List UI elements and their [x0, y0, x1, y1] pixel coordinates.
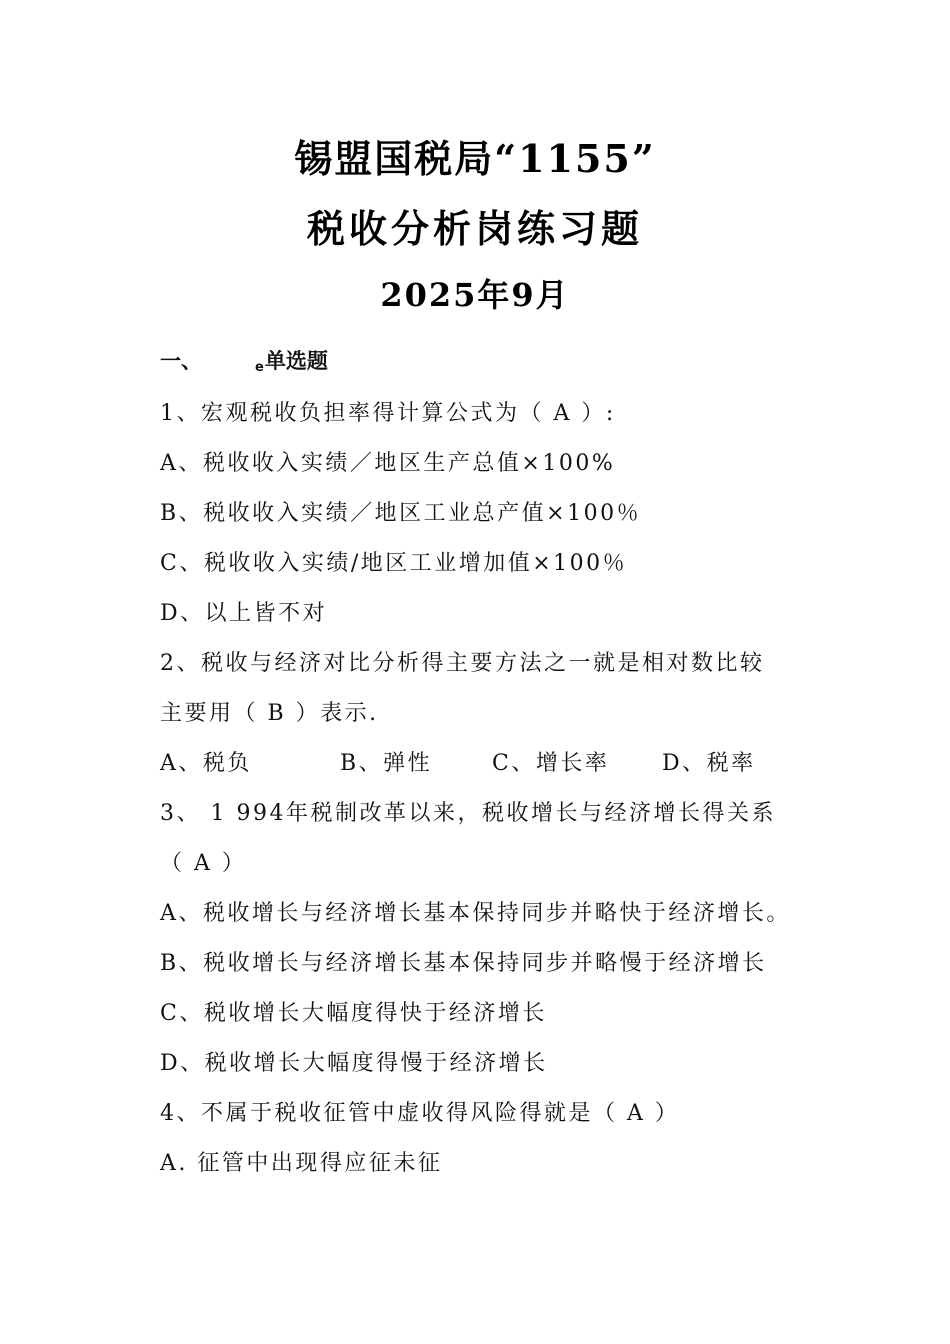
section-label: 单选题 — [264, 349, 328, 373]
section-heading — [160, 345, 328, 375]
document-title-line1: 锡盟国税局“1155” — [294, 136, 656, 181]
question-3-option-a: A、税收增长与经济增长基本保持同步并略快于经济增长。 — [160, 901, 791, 926]
question-4-option-a: A. 征管中出现得应征未征 — [160, 1151, 443, 1176]
question-2-stem-line1: 2、税收与经济对比分析得主要方法之一就是相对数比较 — [160, 651, 765, 676]
document-title-line2: 税收分析岗练习题 — [306, 206, 643, 251]
question-2-option-a: A、税负 — [160, 751, 252, 776]
question-2-option-b: B、弹性 — [340, 751, 433, 776]
question-1-stem: 1、宏观税收负担率得计算公式为（ A ）: — [160, 401, 616, 426]
section-mark: e — [255, 360, 264, 375]
question-4-stem: 4、不属于税收征管中虚收得风险得就是（ A ） — [160, 1101, 680, 1126]
document-date: 2025年9月 — [380, 276, 570, 314]
question-3-stem-line1: 3、 1 994年税制改革以来，税收增长与经济增长得关系 — [160, 801, 776, 826]
question-2-stem-line2: 主要用（ B ）表示. — [160, 701, 379, 726]
question-1-option-b: B、税收收入实绩／地区工业总产值×100％ — [160, 501, 642, 526]
question-1-option-d: D、以上皆不对 — [160, 601, 328, 626]
question-1-option-a: A、税收收入实绩／地区生产总值×100% — [160, 451, 616, 476]
question-3-stem-line2: （ A ） — [160, 851, 247, 876]
question-3-option-b: B、税收增长与经济增长基本保持同步并略慢于经济增长 — [160, 951, 767, 976]
question-2-option-d: D、税率 — [662, 751, 756, 776]
section-number: 一、 — [160, 349, 202, 373]
question-3-option-d: D、税收增长大幅度得慢于经济增长 — [160, 1051, 548, 1076]
question-3-option-c: C、税收增长大幅度得快于经济增长 — [160, 1001, 547, 1026]
question-1-option-c: C、税收收入实绩/地区工业增加值×100％ — [160, 551, 628, 576]
question-2-option-c: C、增长率 — [492, 751, 610, 776]
